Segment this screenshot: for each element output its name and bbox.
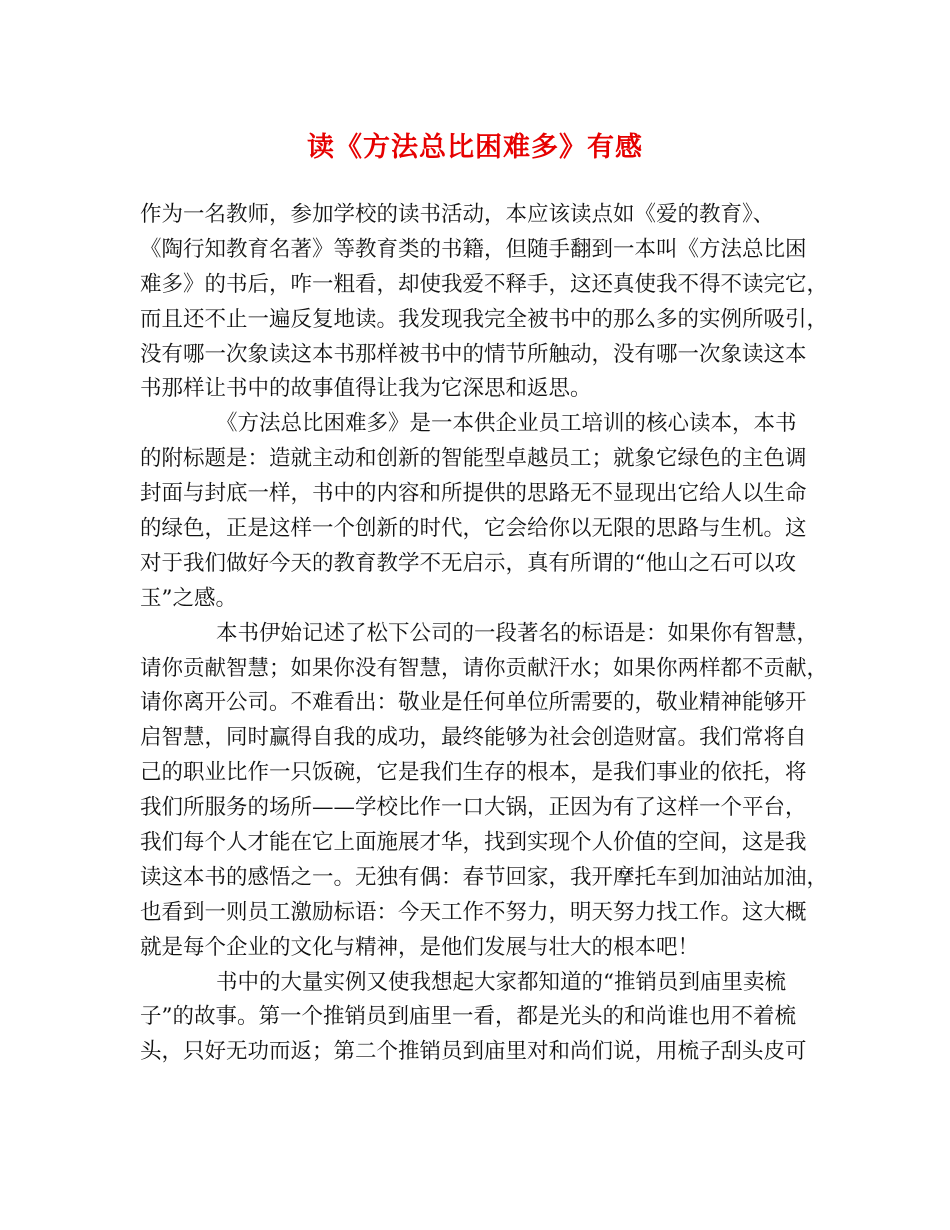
text-line: 己的职业比作一只饭碗，它是我们生存的根本，是我们事业的依托，将 xyxy=(140,760,807,786)
text-line: 《方法总比困难多》是一本供企业员工培训的核心读本，本书 xyxy=(216,411,797,437)
text-line: 《陶行知教育名著》等教育类的书籍，但随手翻到一本叫《方法总比困 xyxy=(140,236,807,262)
text-line: 而且还不止一遍反复地读。我发现我完全被书中的那么多的实例所吸引， xyxy=(140,306,829,332)
document-title: 读《方法总比困难多》有感 xyxy=(307,132,643,163)
text-line: 请你离开公司。不难看出：敬业是任何单位所需要的，敬业精神能够开 xyxy=(140,690,807,716)
text-line: 没有哪一次象读这本书那样被书中的情节所触动，没有哪一次象读这本 xyxy=(140,341,807,367)
paragraph-1 xyxy=(140,198,830,407)
text-line: 对于我们做好今天的教育教学不无启示，真有所谓的“他山之石可以攻 xyxy=(140,550,796,576)
text-line: 我们所服务的场所——学校比作一口大锅，正因为有了这样一个平台， xyxy=(140,795,807,821)
text-line: 玉”之感。 xyxy=(140,585,237,611)
text-line: 启智慧，同时赢得自我的成功，最终能够为社会创造财富。我们常将自 xyxy=(140,725,807,751)
paragraph-2 xyxy=(140,407,830,616)
text-line: 请你贡献智慧；如果你没有智慧，请你贡献汗水；如果你两样都不贡献， xyxy=(140,655,829,681)
text-line: 读这本书的感悟之一。无独有偶：春节回家，我开摩托车到加油站加油， xyxy=(140,864,829,890)
text-line: 的附标题是：造就主动和创新的智能型卓越员工；就象它绿色的主色调 xyxy=(140,446,807,472)
text-line: 头，只好无功而返；第二个推销员到庙里对和尚们说，用梳子刮头皮可 xyxy=(140,1039,807,1065)
text-line: 封面与封底一样，书中的内容和所提供的思路无不显现出它给人以生命 xyxy=(140,481,807,507)
text-line: 就是每个企业的文化与精神，是他们发展与壮大的根本吧！ xyxy=(140,934,700,960)
text-line: 子”的故事。第一个推销员到庙里一看，都是光头的和尚谁也用不着梳 xyxy=(140,1004,796,1030)
text-line: 作为一名教师，参加学校的读书活动，本应该读点如《爱的教育》、 xyxy=(140,202,775,227)
document-body xyxy=(140,198,830,1070)
text-line: 本书伊始记述了松下公司的一段著名的标语是：如果你有智慧， xyxy=(216,620,819,646)
paragraph-4 xyxy=(140,966,830,1071)
text-line: 的绿色，正是这样一个创新的时代，它会给你以无限的思路与生机。这 xyxy=(140,516,807,542)
text-line: 也看到一则员工激励标语：今天工作不努力，明天努力找工作。这大概 xyxy=(140,899,807,925)
text-line: 难多》的书后，咋一粗看，却使我爱不释手，这还真使我不得不读完它， xyxy=(140,271,829,297)
text-line: 我们每个人才能在它上面施展才华，找到实现个人价值的空间，这是我 xyxy=(140,830,807,856)
paragraph-3 xyxy=(140,617,830,966)
text-line: 书中的大量实例又使我想起大家都知道的“推销员到庙里卖梳 xyxy=(216,969,786,995)
text-line: 书那样让书中的故事值得让我为它深思和返思。 xyxy=(140,376,592,402)
